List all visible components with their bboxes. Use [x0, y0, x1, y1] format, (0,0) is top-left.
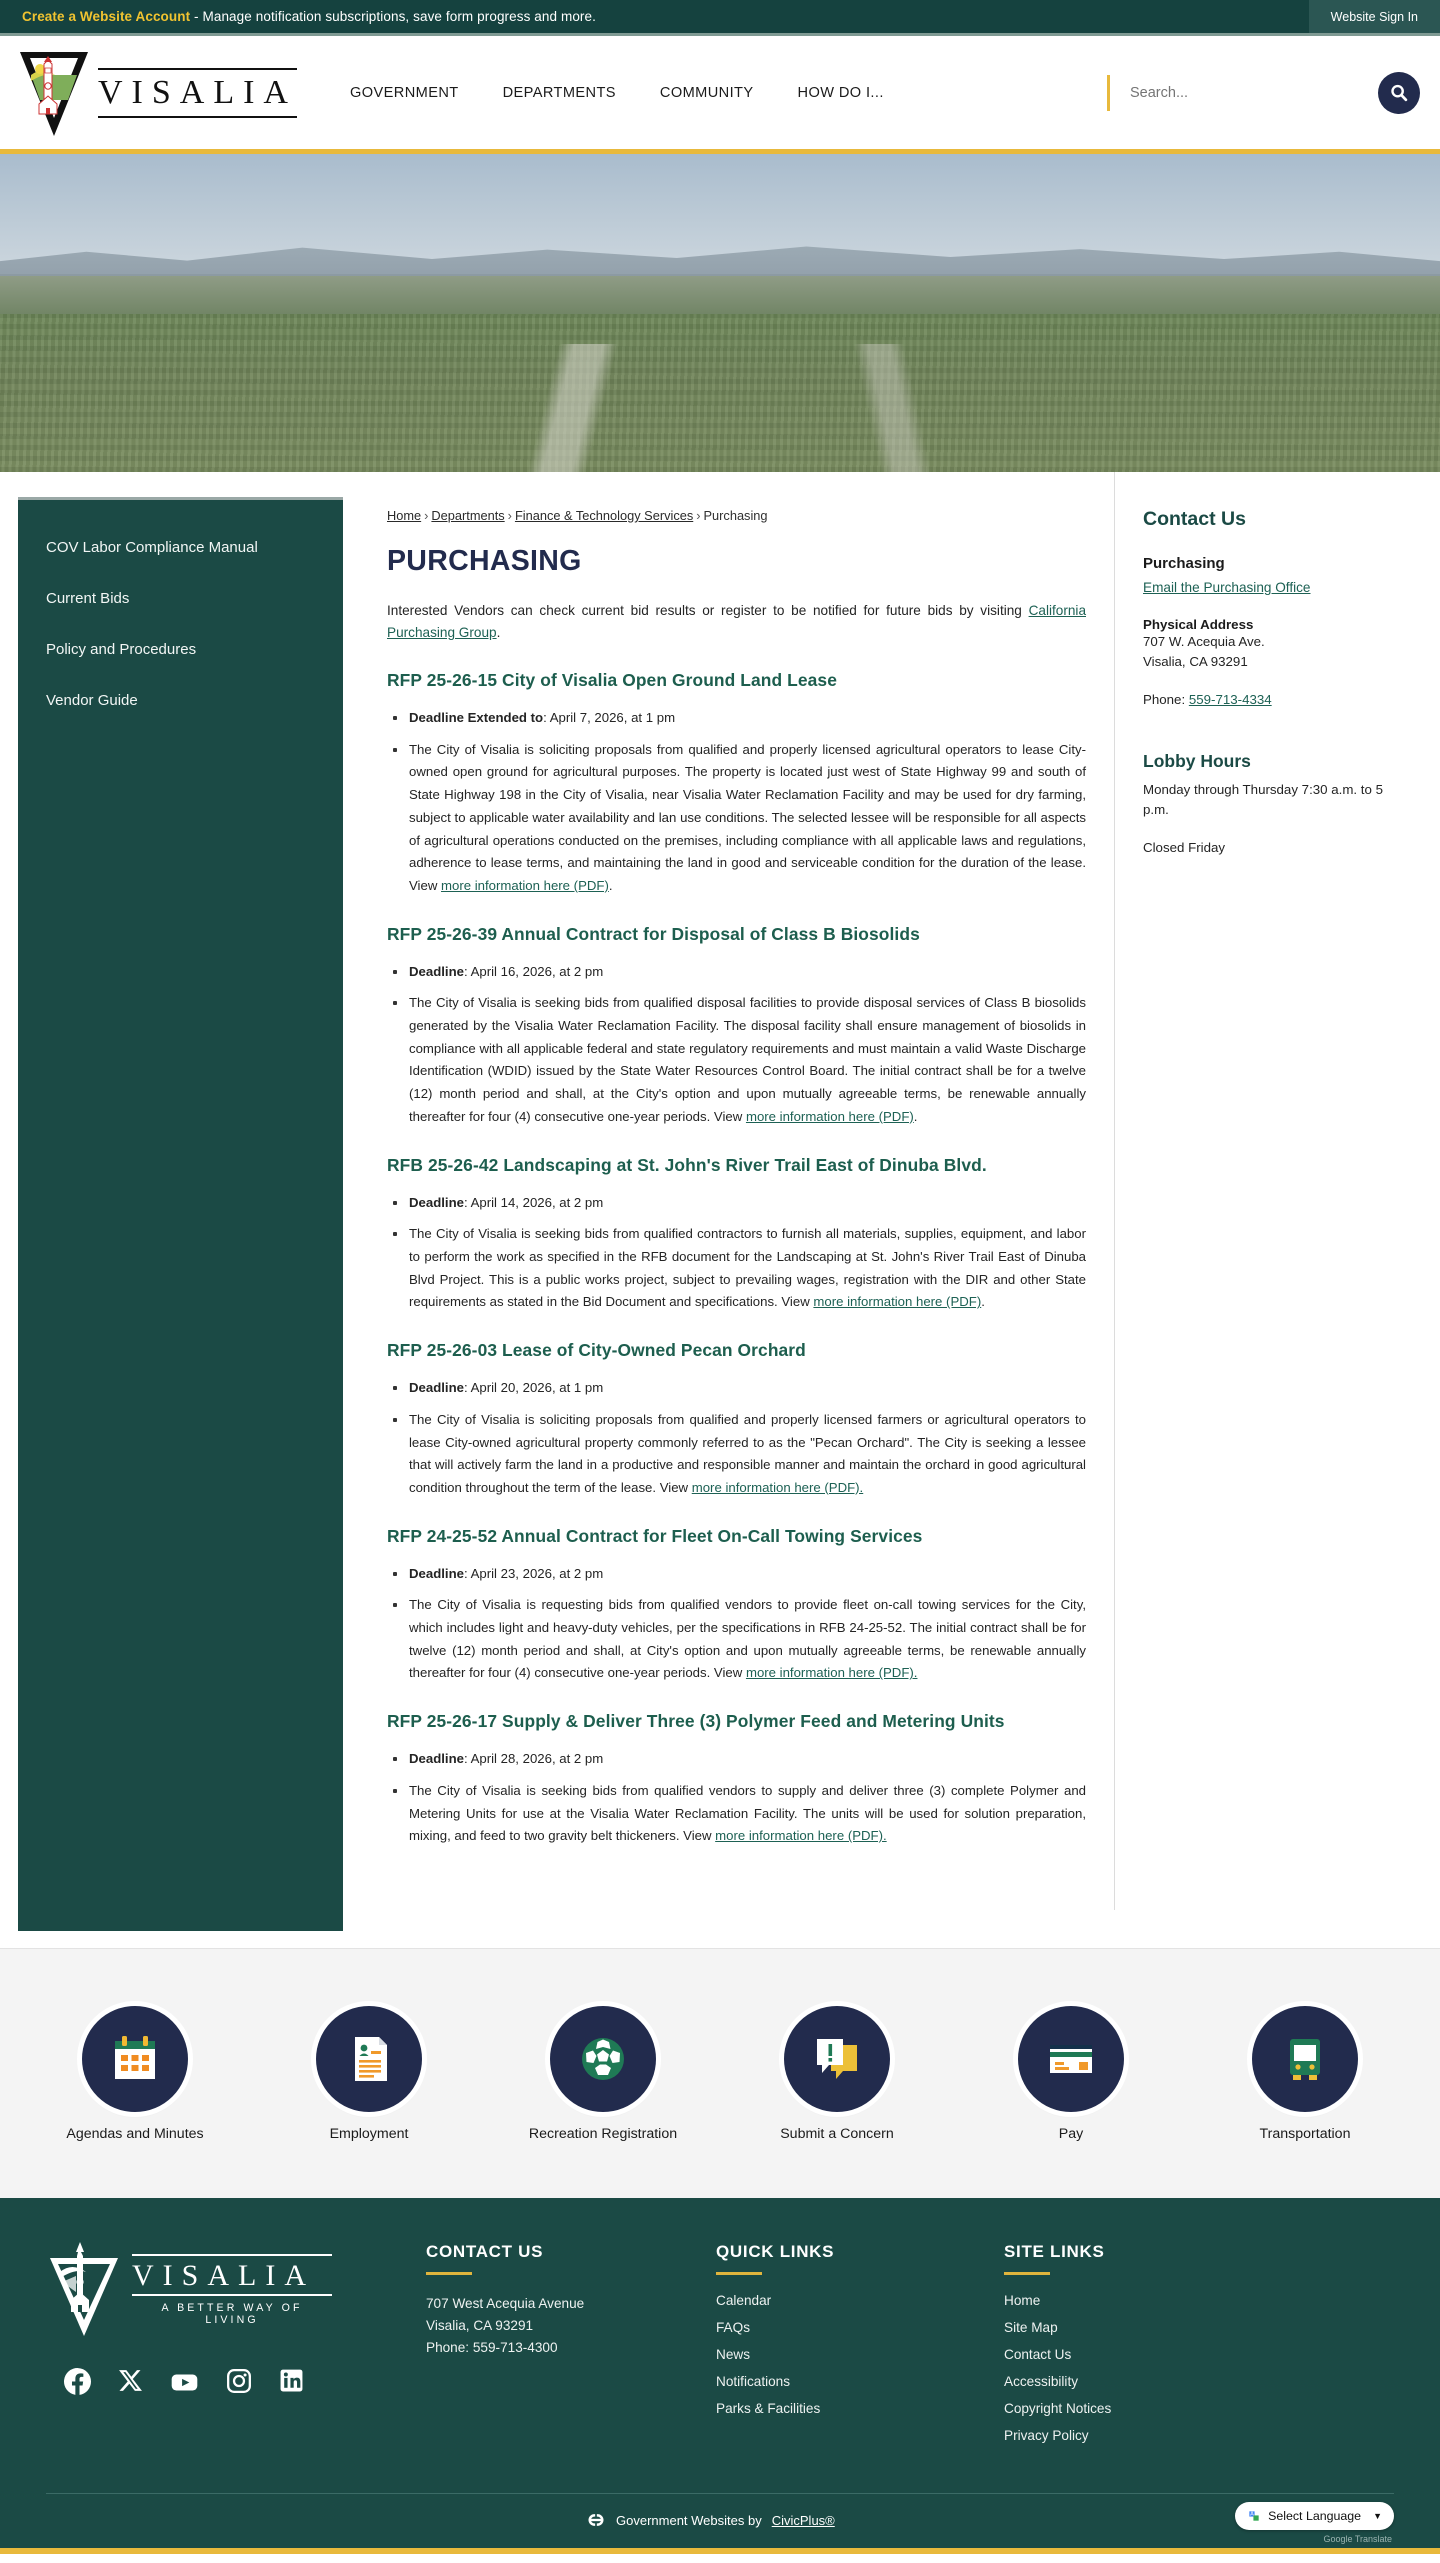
bid-description-text: The City of Visalia is requesting bids from qualified vendors to provide fleet on-call towing services for the City, which includes light and heavy-duty vehicles, per the specifications in RFB 24-25-52. The initial contract shall be for twelve (12) month period and shall, at City's option and upon mutually agreeable terms, be renewable annually thereafter for four (4) consecutive one-year periods. View [409, 1597, 1086, 1681]
site-footer [0, 2198, 1440, 2554]
page-body [0, 472, 1440, 1948]
utility-tagline: - Manage notification subscriptions, save form progress and more. [190, 9, 596, 24]
bid-deadline-value: : April 7, 2026, at 1 pm [543, 710, 676, 726]
bid-description-item [387, 739, 1086, 898]
footer-quick-links-heading: QUICK LINKS [716, 2242, 835, 2261]
bid-details-list [387, 961, 1086, 1129]
google-translate-attribution: Google Translate [1323, 2534, 1392, 2544]
breadcrumb-separator: › [696, 508, 701, 523]
search-divider [1107, 75, 1110, 111]
bid-description-tail: . [608, 877, 613, 893]
contact-us-heading: Contact Us [1143, 508, 1246, 530]
intro-text-before: Interested Vendors can check current bid results or register to be notified for future bids by visiting [387, 603, 1029, 618]
visalia-v-logo-icon [18, 48, 90, 138]
breadcrumb-departments[interactable]: Departments [431, 508, 505, 523]
hero-roads [0, 344, 1440, 472]
tile-agendas-and-minutes[interactable] [60, 2006, 210, 2142]
chevron-down-icon: ▼ [1373, 2511, 1382, 2521]
bid-deadline-item [387, 1377, 1086, 1400]
spacer [1143, 820, 1410, 838]
footer-link-copyright-notices[interactable]: Copyright Notices [1004, 2401, 1112, 2416]
bid-more-information-link[interactable]: more information here (PDF) [813, 1294, 982, 1310]
bid-title: RFB 25-26-42 Landscaping at St. John's River Trail East of Dinuba Blvd. [387, 1154, 987, 1175]
website-sign-in-button[interactable]: Website Sign In [1309, 0, 1440, 33]
footer-tagline: A BETTER WAY OF LIVING [161, 2302, 303, 2326]
tile-label: Recreation Registration [528, 2125, 678, 2142]
nav-item-departments[interactable]: DEPARTMENTS [502, 84, 616, 101]
nav-item-government[interactable]: GOVERNMENT [350, 84, 459, 101]
california-purchasing-group-link[interactable]: California Purchasing Group [387, 603, 1086, 641]
bid-deadline-value: : April 14, 2026, at 2 pm [463, 1194, 604, 1210]
sidebar-item-policy-and-procedures[interactable]: Policy and Procedures [46, 641, 197, 658]
main-content [343, 472, 1115, 1910]
bid-title: RFP 24-25-52 Annual Contract for Fleet On-Call Towing Services [387, 1525, 923, 1546]
x-twitter-icon [118, 2368, 143, 2393]
bid-deadline-item [387, 1748, 1086, 1771]
bid-deadline-item [387, 1563, 1086, 1586]
bid-title: RFP 25-26-15 City of Visalia Open Ground Land Lease [387, 670, 837, 691]
bid-details-list [387, 707, 1086, 898]
bid-details-list [387, 1377, 1086, 1500]
bid-deadline-value: : April 20, 2026, at 1 pm [463, 1380, 604, 1396]
footer-phone-line: Phone: 559-713-4300 [426, 2340, 558, 2356]
breadcrumb-separator: › [507, 508, 512, 523]
bid-deadline-value: : April 23, 2026, at 2 pm [463, 1565, 604, 1581]
bid-description-item [387, 1594, 1086, 1685]
address-line-2: Visalia, CA 93291 [1143, 654, 1248, 670]
page-title: PURCHASING [387, 545, 582, 577]
soccer-ball-icon [575, 2031, 631, 2087]
lobby-hours-line-1: Monday through Thursday 7:30 a.m. to 5 p.m. [1143, 781, 1383, 817]
address-line-1: 707 W. Acequia Ave. [1143, 634, 1265, 649]
tile-submit-a-concern[interactable] [762, 2006, 912, 2142]
utility-bar-message [22, 9, 596, 24]
social-media-links [64, 2368, 426, 2397]
bid-title: RFP 25-26-17 Supply & Deliver Three (3) Polymer Feed and Metering Units [387, 1711, 1005, 1732]
footer-contact-column [426, 2242, 716, 2455]
bus-icon [1277, 2031, 1333, 2087]
bid-description-tail: . [981, 1294, 985, 1310]
breadcrumb [387, 508, 1086, 523]
bid-deadline-label: Deadline [409, 963, 464, 979]
quick-action-tiles [0, 1948, 1440, 2198]
tile-label: Pay [1058, 2125, 1084, 2142]
calendar-icon [107, 2031, 163, 2087]
resume-document-icon [341, 2031, 397, 2087]
language-selector-label: Select Language [1268, 2509, 1362, 2523]
section-sidebar-navigation [18, 497, 343, 1931]
linkedin-link[interactable] [279, 2368, 304, 2397]
contact-us-rail [1115, 472, 1440, 858]
bid-deadline-label: Deadline [409, 1380, 464, 1396]
footer-heading-underline [1004, 2272, 1050, 2275]
civicplus-prefix-text: Government Websites by [616, 2512, 762, 2528]
bid-more-information-link[interactable]: more information here (PDF) [441, 877, 609, 893]
svg-text:A: A [1250, 2511, 1254, 2518]
bid-description-item [387, 1223, 1086, 1314]
footer-address-line-1: 707 West Acequia Avenue [426, 2296, 585, 2311]
search-button[interactable] [1378, 72, 1420, 114]
bid-details-list [387, 1563, 1086, 1686]
bid-deadline-label: Deadline [409, 1565, 464, 1581]
bid-description-text: The City of Visalia is seeking bids from qualified contractors to furnish all materials, supplies, equipment, and labor to perform the work as specified in the RFB document for the Landscaping at St. John's River Trail East of Dinuba Blvd Project. This is a public works project, subject to prevailing wages, registration with the DIR and other State requirements as stated in the Bid Document and specifications. View [409, 1226, 1086, 1310]
nav-item-how-do-i[interactable]: HOW DO I... [797, 84, 884, 101]
phone-label: Phone: [1143, 692, 1189, 708]
instagram-icon [226, 2368, 252, 2394]
breadcrumb-home[interactable]: Home [387, 508, 422, 523]
bid-deadline-item [387, 961, 1086, 984]
create-account-link[interactable]: Create a Website Account [22, 9, 191, 24]
bid-description-item [387, 992, 1086, 1128]
breadcrumb-current-purchasing: Purchasing [703, 508, 768, 523]
tile-label: Transportation [1259, 2125, 1351, 2142]
tile-transportation[interactable] [1230, 2006, 1380, 2142]
bid-description-item [387, 1780, 1086, 1848]
spacer [1143, 711, 1410, 751]
search-icon [1388, 82, 1410, 104]
contact-department-name: Purchasing [1143, 555, 1225, 572]
footer-heading-underline [426, 2272, 472, 2275]
footer-link-calendar[interactable]: Calendar [716, 2293, 772, 2308]
footer-contact-heading: CONTACT US [426, 2242, 544, 2261]
tile-recreation-registration[interactable] [528, 2006, 678, 2142]
intro-paragraph [387, 600, 1086, 644]
bid-more-information-link[interactable]: more information here (PDF) [745, 1108, 914, 1124]
tile-icon-circle [316, 2006, 422, 2112]
bid-more-information-link[interactable]: more information here (PDF). [691, 1479, 864, 1495]
bid-deadline-label: Deadline Extended to [409, 710, 544, 726]
footer-link-home[interactable]: Home [1004, 2293, 1041, 2308]
footer-bottom-bar [0, 2494, 1440, 2548]
footer-link-site-map[interactable]: Site Map [1004, 2320, 1058, 2335]
utility-bar [0, 0, 1440, 33]
tile-label: Agendas and Minutes [66, 2125, 204, 2142]
tile-pay[interactable] [996, 2006, 1146, 2142]
site-logo-wordmark: VISALIA [98, 68, 297, 118]
tile-icon-circle [82, 2006, 188, 2112]
bid-description-item [387, 1409, 1086, 1500]
bid-deadline-value: : April 28, 2026, at 2 pm [463, 1751, 604, 1767]
tile-icon-circle [1252, 2006, 1358, 2112]
footer-site-links-heading: SITE LINKS [1004, 2242, 1105, 2261]
bid-details-list [387, 1748, 1086, 1848]
bid-description-tail: . [913, 1108, 918, 1124]
bid-deadline-item [387, 1192, 1086, 1215]
bid-title: RFP 25-26-39 Annual Contract for Disposal of Class B Biosolids [387, 923, 920, 944]
facebook-icon [64, 2368, 91, 2395]
tile-label: Employment [329, 2125, 409, 2142]
lobby-hours-heading: Lobby Hours [1143, 750, 1251, 771]
credit-card-icon [1043, 2031, 1099, 2087]
bid-description-text: The City of Visalia is soliciting proposals from qualified and properly licensed agricultural operators to lease City-owned open ground for agricultural purposes. The property is located just west of State Highway 99 and south of State Highway 198 in the City of Visalia, near Visalia Water Reclamation Facility and may be used for dry farming, subject to applicable water availability and lan use conditions. The selected lessee will be responsible for all aspects of agricultural operations conducted on the premises, including compliance with all applicable laws and regulations, adherence to lease terms, and maintaining the land in good and serviceable condition for the duration of the lease. View [409, 741, 1086, 893]
civicplus-credit [586, 2510, 835, 2530]
visalia-v-logo-icon [46, 2242, 122, 2338]
linkedin-icon [279, 2368, 304, 2393]
footer-link-privacy-policy[interactable]: Privacy Policy [1004, 2428, 1089, 2443]
bid-description-text: The City of Visalia is seeking bids from qualified vendors to supply and deliver three (3) complete Polymer and Metering Units for use at the Visalia Water Reclamation Facility. The units will be used for solution preparation, mixing, and feed to two gravity belt thickeners. View [409, 1782, 1086, 1844]
footer-address-line-2: Visalia, CA 93291 [426, 2318, 534, 2334]
facebook-link[interactable] [64, 2368, 91, 2397]
sidebar-item-vendor-guide[interactable]: Vendor Guide [46, 692, 138, 709]
footer-logo-wordmark: VISALIA [132, 2254, 332, 2296]
main-navigation [328, 85, 906, 101]
bid-description-text: The City of Visalia is seeking bids from qualified disposal facilities to provide disposal services of Class B biosolids generated by the Visalia Water Reclamation Facility. The disposal facility shall ensure management of biosolids in compliance with all applicable federal and state regulatory requirements and must maintain a valid Waste Discharge Identification (WDID) issued by the State Water Resources Control Board. The initial contract shall be for a twelve (12) month period and shall, at the City's option and upon mutually agreeable terms, be renewable annually thereafter for four (4) consecutive one-year periods. View [409, 995, 1086, 1124]
youtube-icon [170, 2368, 199, 2397]
footer-link-news[interactable]: News [716, 2347, 750, 2362]
lobby-hours-line-2: Closed Friday [1143, 840, 1226, 856]
contact-phone-row [1143, 690, 1410, 710]
footer-heading-underline [716, 2272, 762, 2275]
footer-gold-rule [0, 2548, 1440, 2554]
sidebar-item-cov-labor-compliance-manual[interactable]: COV Labor Compliance Manual [46, 539, 258, 556]
breadcrumb-separator: › [424, 508, 429, 523]
hero-banner-image [0, 154, 1440, 472]
tile-label: Submit a Concern [780, 2125, 894, 2142]
speech-bubble-alert-icon [809, 2031, 865, 2087]
instagram-link[interactable] [226, 2368, 252, 2397]
x-twitter-link[interactable] [118, 2368, 143, 2397]
footer-link-accessibility[interactable]: Accessibility [1004, 2374, 1079, 2389]
bid-deadline-value: : April 16, 2026, at 2 pm [463, 963, 604, 979]
physical-address-label: Physical Address [1143, 617, 1254, 632]
footer-link-faqs[interactable]: FAQs [716, 2320, 750, 2335]
bid-deadline-item [387, 707, 1086, 730]
email-purchasing-office-link[interactable]: Email the Purchasing Office [1143, 580, 1311, 595]
language-selector[interactable] [1235, 2502, 1394, 2530]
footer-logo[interactable] [46, 2242, 426, 2338]
tile-employment[interactable] [294, 2006, 444, 2142]
footer-wordmark-block [122, 2254, 332, 2326]
spacer [1143, 672, 1410, 690]
footer-brand [46, 2242, 426, 2455]
phone-link[interactable]: 559-713-4334 [1188, 692, 1272, 708]
bid-description-text: The City of Visalia is soliciting proposals from qualified and properly licensed farmers or agricultural operators to lease City-owned agricultural property commonly referred to as the "Pecan Orchard". The City is seeking a lessee that will actively farm the land in a productive and responsible manner and maintain the orchard in good agricultural condition throughout the term of the lease. View [409, 1411, 1086, 1495]
footer-link-contact-us[interactable]: Contact Us [1004, 2347, 1072, 2362]
site-header [0, 36, 1440, 149]
tile-icon-circle [550, 2006, 656, 2112]
google-translate-icon [1247, 2509, 1261, 2523]
hero-treeline [0, 276, 1440, 318]
civicplus-link[interactable]: CivicPlus® [771, 2512, 835, 2528]
civicplus-logo-icon [586, 2510, 606, 2530]
footer-site-links-column [1004, 2242, 1111, 2455]
search-input[interactable] [1130, 85, 1360, 101]
tile-icon-circle [1018, 2006, 1124, 2112]
footer-quick-links-column [716, 2242, 1004, 2455]
footer-link-notifications[interactable]: Notifications [716, 2374, 791, 2389]
bid-deadline-label: Deadline [409, 1194, 464, 1210]
intro-text-after: . [496, 625, 501, 641]
sidebar-item-current-bids[interactable]: Current Bids [46, 590, 130, 607]
tile-icon-circle [784, 2006, 890, 2112]
bid-more-information-link[interactable]: more information here (PDF). [745, 1665, 918, 1681]
bid-details-list [387, 1192, 1086, 1315]
bid-title: RFP 25-26-03 Lease of City-Owned Pecan Orchard [387, 1340, 806, 1361]
site-logo[interactable] [18, 48, 328, 138]
breadcrumb-finance-technology-services[interactable]: Finance & Technology Services [514, 508, 694, 523]
footer-columns [0, 2242, 1440, 2455]
footer-link-parks-facilities[interactable]: Parks & Facilities [716, 2401, 821, 2416]
nav-item-community[interactable]: COMMUNITY [659, 84, 754, 101]
bid-deadline-label: Deadline [409, 1751, 464, 1767]
youtube-link[interactable] [170, 2368, 199, 2397]
search-area [1107, 72, 1420, 114]
bid-more-information-link[interactable]: more information here (PDF). [715, 1828, 887, 1844]
